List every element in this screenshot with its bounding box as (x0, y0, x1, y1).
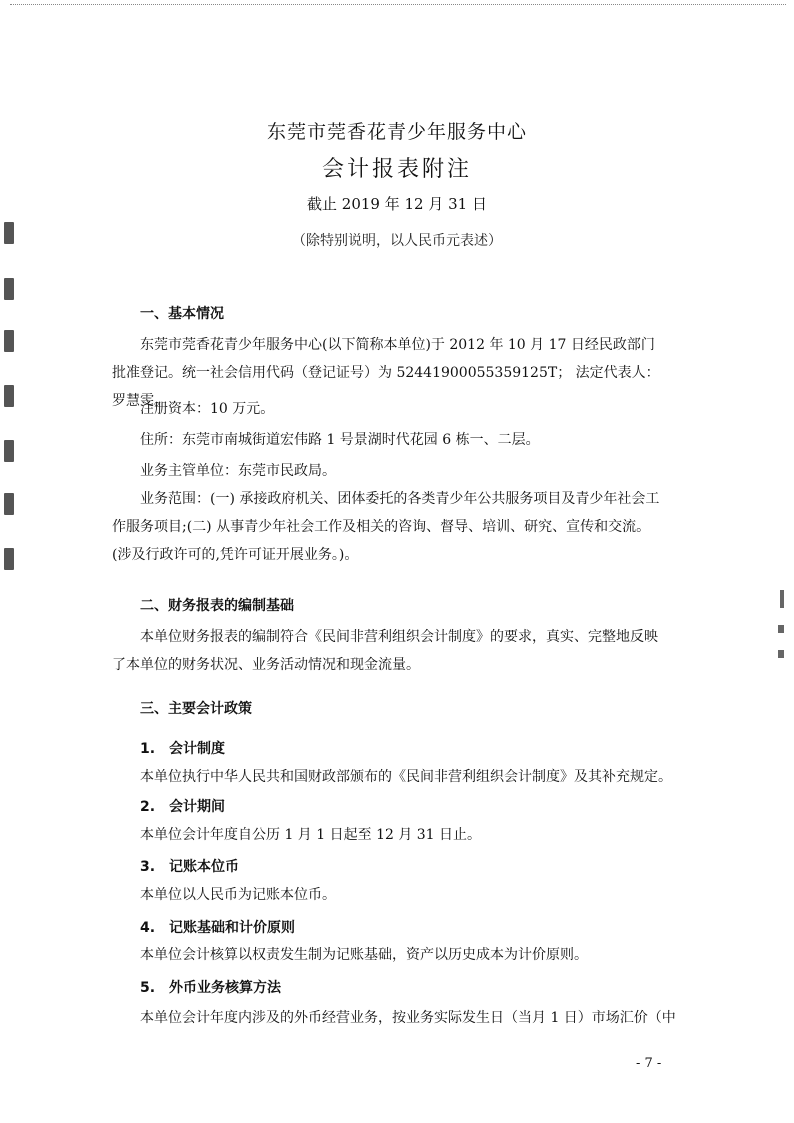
policy-item-text: 本单位会计核算以权责发生制为记账基础，资产以历史成本为计价原则。 (140, 947, 588, 963)
paragraph-business-scope: 业务范围：(一) 承接政府机关、团体委托的各类青少年公共服务项目及青少年社会工作服务项目;(二) 从事青少年社会工作及相关的咨询、督导、培训、研究、宣传和交流。(涉及行政许可的,凭许可证开展业务。)。 (112, 491, 660, 563)
binding-mark (4, 330, 14, 352)
binding-mark (4, 493, 14, 515)
paragraph-basic-intro: 东莞市莞香花青少年服务中心(以下简称本单位)于 2012 年 10 月 17 日经民政部门批准登记。统一社会信用代码（登记证号）为 52441900055359125T； 法定代表人：罗慧雯。 (112, 337, 660, 409)
address: 住所：东莞市南城街道宏伟路 1 号景湖时代花园 6 栋一、二层。 (140, 432, 540, 448)
currency-note: （除特别说明，以人民币元表述） (292, 233, 502, 249)
binding-mark (4, 385, 14, 407)
scan-edge-mark (778, 650, 784, 658)
scan-top-edge (10, 4, 786, 5)
registered-capital: 注册资本：10 万元。 (140, 401, 275, 417)
org-title: 东莞市莞香花青少年服务中心 (266, 121, 527, 143)
section-heading: 一、基本情况 (140, 306, 224, 322)
section-heading: 二、财务报表的编制基础 (140, 598, 294, 614)
policy-item-title: 4. 记账基础和计价原则 (140, 920, 296, 936)
supervising-authority: 业务主管单位：东莞市民政局。 (140, 463, 336, 479)
scan-edge-mark (780, 590, 784, 608)
policy-item-title: 3. 记账本位币 (140, 859, 240, 875)
policy-item-text: 本单位执行中华人民共和国财政部颁布的《民间非营利组织会计制度》及其补充规定。 (140, 769, 672, 785)
report-title: 会计报表附注 (321, 157, 472, 182)
report-date: 截止 2019 年 12 月 31 日 (307, 195, 487, 213)
policy-item-title: 5. 外币业务核算方法 (140, 980, 282, 996)
section-heading: 三、主要会计政策 (140, 701, 252, 717)
policy-item-text: 本单位以人民币为记账本位币。 (140, 887, 336, 903)
scan-edge-mark (778, 625, 784, 633)
policy-item-title: 1. 会计制度 (140, 741, 226, 757)
binding-mark (4, 440, 14, 462)
policy-item-title: 2. 会计期间 (140, 799, 226, 815)
page-number: - 7 - (636, 1056, 662, 1071)
paragraph-basis: 本单位财务报表的编制符合《民间非营利组织会计制度》的要求，真实、完整地反映了本单位的财务状况、业务活动情况和现金流量。 (112, 629, 658, 673)
policy-item-text: 本单位会计年度自公历 1 月 1 日起至 12 月 31 日止。 (140, 827, 482, 843)
policy-item-text: 本单位会计年度内涉及的外币经营业务，按业务实际发生日（当月 1 日）市场汇价（中 (140, 1010, 676, 1026)
binding-mark (4, 548, 14, 570)
binding-mark (4, 278, 14, 300)
